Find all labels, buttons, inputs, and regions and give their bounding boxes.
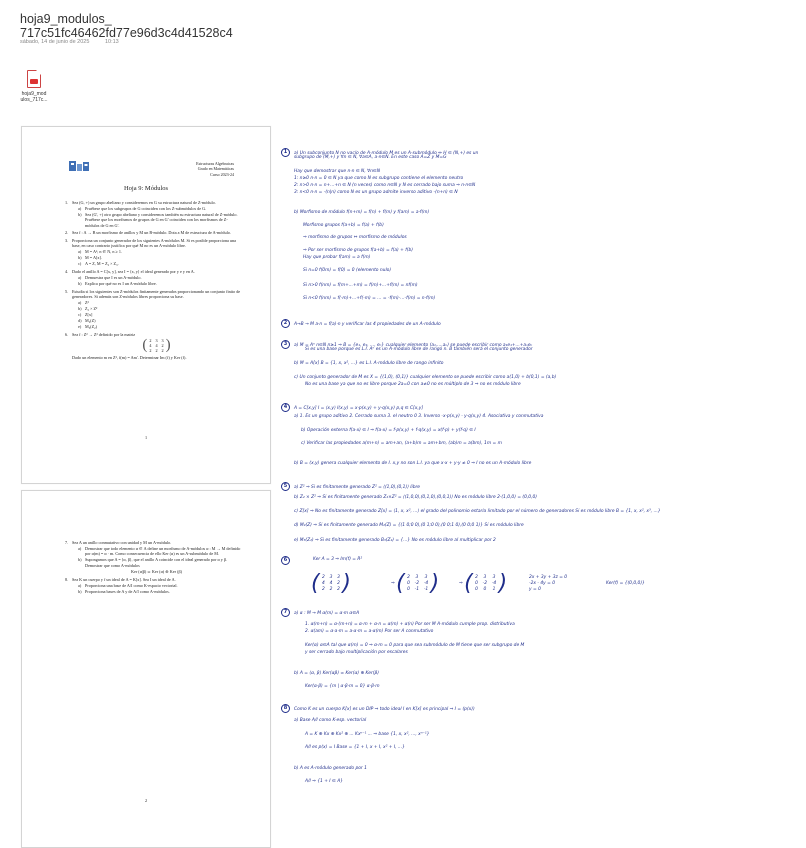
note-ex1-line: 1 a) Un subconjunto N no vacío de A-módulo M es un A-submódulo ⇔ H ∈ (N,+) es un bbox=[281, 148, 478, 158]
problem-5b: b) Z₂ × Z² bbox=[78, 306, 98, 311]
note-time: 10:13 bbox=[104, 39, 119, 45]
problem-1a: a) Pruébese que los subgrupos de G coinciden con los Z-submódulos de G. bbox=[78, 206, 207, 212]
note-ex4-line: 4 A = C[x,y] I = ⟨x,y⟩ I(x,y) = x·p(x,y) + y·q(x,y) p,q ∈ C[x,y] bbox=[281, 403, 423, 413]
note-ex7-line: b) A = ⟨α, β⟩ Ker(αβ) ≃ Ker(α) ⊕ Ker(β) bbox=[294, 671, 379, 676]
note-ex5-line: e) M₃(Z₂) ⇒ Si es finitamente generado B₃(Z₂) = {...} No es módulo libre al multiplicar por 2 bbox=[294, 538, 496, 543]
note-ex6-matrix-2: ⇒ ( 2 3 3 0 -2 -4 0 -1 -1 ) bbox=[391, 571, 440, 596]
problem-5a: a) Z² bbox=[78, 300, 89, 305]
problem-3c: c) A = Z, M = Z₂ × Z₃. bbox=[78, 261, 119, 267]
problem-7a: a) Demostrar que todo elemento α ∈ A define un morfismo de A-módulos α : M → M definido por α(m) = α · m. Como consecuencia de ello Ker (α) es un A-submódulo de M. bbox=[78, 546, 241, 557]
note-ex1-line: Hay que probar f(am) = a f(m) bbox=[303, 255, 371, 260]
note-ex8-line: 8 Como K es un cuerpo K[x] es un DIP ⇒ todo ideal I en K[x] es principal ⇒ I = (p(x)) bbox=[281, 704, 475, 714]
note-ex7-line: Ker(α·β) = {m | α·β·m = 0} α·β·m bbox=[305, 684, 380, 689]
note-ex1-line: 2: n>0 n·n = n+...+n ∈ N (n veces) como n∈N y N es cerrado bajo suma ⇒ n·n∈N bbox=[294, 183, 476, 188]
note-ex1-line: Si n=0 f(0m) = f(0) = 0 (elemento nulo) bbox=[303, 268, 392, 273]
note-ex1-line: Morfismo grupos f(a+b) = f(a) + f(b) bbox=[303, 223, 384, 228]
problem-list bbox=[65, 200, 241, 362]
exercise-number: 5 bbox=[281, 482, 290, 491]
pdf-page-2[interactable] bbox=[21, 490, 271, 848]
handwritten-notes[interactable] bbox=[281, 148, 803, 838]
document-title: Hoja 9: Módulos bbox=[123, 185, 169, 192]
note-ex6-matrix-3: ⇒ ( 2 3 3 0 -2 -4 0 0 1 ) bbox=[459, 571, 508, 596]
note-ex7-line: 2. α(am) = α·a·m = a·α·m = a·α(m) Por ser A conmutativo bbox=[305, 629, 434, 634]
note-ex4-line: c) Verificar las propiedades a(m+n) = am+an, (a+b)m = am+bm, (ab)m = a(bm), 1m = m bbox=[301, 441, 502, 446]
note-ex1-line: 3: n<0 n·n = -(n|n) como N es un grupo admite inverso aditivo -(n+n) ∈ N bbox=[294, 190, 458, 195]
problem-3a: a) M = Aⁿ, n ∈ N, n ≥ 1. bbox=[78, 249, 122, 255]
note-ex1-line: ⇒ morfismo de grupos ⇔ morfismo de módulos bbox=[303, 235, 407, 240]
note-ex3-line: b) M = A[x] B = {1, x, x², ...} es L.I. A-módulo libre de rango infinito bbox=[294, 361, 444, 366]
attachment-name: hoja9_mod ulos_717c... bbox=[20, 91, 48, 103]
problem-4a: a) Demuestra que I es un A-módulo. bbox=[78, 275, 142, 280]
note-ex3-line: No es una base ya que no es libre porque 2a=0 con a≠0 no es múltiplo de 3 ⇒ no es módulo libre bbox=[305, 382, 521, 387]
note-ex7-line: 7 a) α : M → M α(m) = α·m α∈A bbox=[281, 608, 359, 618]
exercise-number: 6 bbox=[281, 556, 290, 565]
problem-4b: b) Explica por qué no es I un A-módulo libre. bbox=[78, 281, 157, 286]
note-ex1-line: Hay que demostrar que n·n ∈ N, ∀n∈N bbox=[294, 169, 381, 174]
note-ex7-line: Ker(α) α∈A tal que α(m) = 0 ⇒ α·m = 0 para que sea submódulo de M tiene que ser subgrupo de M bbox=[305, 643, 525, 648]
note-ex5-line: d) M₂(Z) ⇒ Si es finitamente generado M₂(Z) = {(1 0;0 0),(0 1;0 0),(0 0;1 0),(0 0;0 1)} Si es módulo libre bbox=[294, 523, 524, 528]
problem-1: 1. Sea (G, +) un grupo abeliano y consideremos en G su estructura natural de Z-módulo. a) Pruébese que los subgrupos de G coinciden con los Z-submódulos de G. b) Sea (G', +) otro grupo abeliano y consideremos también su estructura natural de Z-módulo. Pruébese que los morfismos de grupos de G en G' coinciden con los morfismos de Z-módulos de G en G'. bbox=[65, 200, 241, 228]
note-ex4-line: a) 1. Es un grupo aditivo 2. Cerrado suma 3. el neutro 0 3. Inverso -x·p(x,y) - y·q(x,y) 4. Asociativa y conmutativa bbox=[294, 414, 544, 419]
note-ex6-line bbox=[281, 556, 294, 566]
note-title-line-1: hoja9_modulos_ bbox=[20, 12, 112, 26]
note-ex7-line: 1. α(m+n) = α·(m+n) = α·m + α·n = α(m) + α(n) Por ser M A-módulo cumple prop. distributiva bbox=[305, 622, 515, 627]
problem-5c: c) Z[x] bbox=[78, 312, 93, 317]
pdf-attachment[interactable] bbox=[16, 70, 52, 103]
exercise-number: 7 bbox=[281, 608, 290, 617]
note-ex8-line: b) A es A-módulo generado por 1 bbox=[294, 766, 367, 771]
note-ex4-line: b) Operación externa f(a·x) ∈ I ⇒ f(a·x) = f·p(x,y) + f·q(x,y) = x(f·p) + y(f·q) ∈ I bbox=[301, 428, 476, 433]
problem-7-formula: Ker (α|β) ≃ Ker (α) ⊕ Ker (β) bbox=[130, 569, 183, 575]
problem-8b: b) Proporciona bases de A y de A/I como A-módulos. bbox=[78, 589, 170, 595]
note-ex6-line: Ker A = 3 ⇒ Im(f) = R² bbox=[313, 557, 363, 562]
exercise-number: 1 bbox=[281, 148, 290, 157]
note-ex2-line: 2 A→B → M a·n = f(a)·n y verificar las 4 propiedades de un A-módulo bbox=[281, 319, 441, 329]
note-ex8-line: A = K ⊕ Kx ⊕ Kx² ⊕ ... Kxⁿ⁻¹ ... ⇒ base {1, x, x², ..., xⁿ⁻¹} bbox=[305, 732, 430, 737]
exercise-number: 4 bbox=[281, 403, 290, 412]
note-ex3-line: c) Un conjunto generador de M es X = {(1,0), (0,1)} cualquier elemento se puede escribir como a(1,0) + b(0,1) = (a,b) bbox=[294, 375, 557, 380]
note-date: sábado, 14 de junio de 2025 bbox=[20, 39, 90, 45]
problem-3: 3. Proporciona un conjunto generador de los siguientes A-módulos M. Si es posible proporciona una base, en caso contrario justifica por qué M no es un A-módulo libre. a) M = Aⁿ, n ∈ N, n ≥ 1. b) M = A[x]. c) A = Z, M = Z₂ × Z₃. bbox=[65, 238, 241, 267]
note-ex4-line: b) B = (x,y) genera cualquier elemento de I. x,y no son L.I. ya que x·x + y·y ≠ 0 ⇒ I no es un A-módulo libre bbox=[294, 461, 532, 466]
note-ex1-line: b) Morfismo de módulo f(n+m) = f(n) + f(m) y f(am) = a·f(m) bbox=[294, 210, 430, 215]
note-ex8-line: A/I es p(x) = I Base = {1 + I, x + I, x² + I, ...} bbox=[305, 745, 405, 750]
note-ex3-line: 3 a) M = Aⁿ n∈N n≥1 ⇒ B = {e₁, e₂, ..., eₙ} cualquier elemento (a₁,...,aₙ) se puede escribir como a₁e₁+...+aₙeₙ bbox=[281, 340, 532, 350]
problem-4: 4. Dado el anillo A = C[x, y], sea I = ⟨x, y⟩ el ideal generado por y e y en A. a) Demuestra que I es un A-módulo. b) Explica por qué no es I un A-módulo libre. bbox=[65, 269, 241, 286]
problem-6: 6. Sea f : Z³ → Z³ definido por la matriz ( 2 3 3 4 4 2 2 2 2 ) Dado un elemento m en Z³, f(m) = Am'. Determinar Im (f) y Ker (f). bbox=[65, 331, 187, 360]
problem-6-matrix: ( 2 3 3 4 4 2 2 2 2 ) bbox=[142, 337, 171, 354]
problem-3b: b) M = A[x]. bbox=[78, 255, 102, 261]
note-ex6-equation: -2x - 4y = 0 bbox=[529, 581, 556, 586]
pdf-page-1[interactable] bbox=[21, 126, 271, 484]
course-header: Estructuras Algebraicas Grado en Matemáticas Curso 2023-24 bbox=[196, 161, 234, 177]
note-ex6-equation: y = 0 bbox=[529, 587, 541, 592]
note-ex1-line: ⇒ Por ser morfismo de grupos f(a+b) = f(a) + f(b) bbox=[303, 248, 413, 253]
note-ex1-line: Si n<0 f(nm) = f(-m)+...+f(-m) = ... = -f(m)-...-f(m) = n·f(m) bbox=[303, 296, 436, 301]
note-ex5-line: 5 a) Z² ⇒ Si es finitamente generado Z² = ⟨(1,0),(0,1)⟩ libre bbox=[281, 482, 420, 492]
problem-list-2 bbox=[65, 540, 241, 597]
problem-5: 5. Estudia si los siguientes son Z-módulos finitamente generados proporcionando un conjunto finito de generadores. Si además son Z-módulos libres proporciona su base. a) Z² b) Z₂ × Z² c) Z[x] d) M₂(Z) e) M₃(Z₂) bbox=[65, 288, 241, 329]
problem-7b: b) Supongamos que A = ⟨α, β⟩, que el anillo A coincide con el ideal generado por α y β. Demostrar que como A-módulos bbox=[78, 557, 228, 568]
page-number: 2 bbox=[144, 798, 148, 803]
page-number: 1 bbox=[144, 435, 148, 440]
university-logo bbox=[68, 159, 90, 173]
note-ex1-line: Si n>0 f(nm) = f(m+...+m) = f(m)+...+f(m) = nf(m) bbox=[303, 283, 418, 288]
note-ex6-equation: 2x + 3y + 3z = 0 bbox=[529, 575, 568, 580]
note-ex8-line: a) Base A/I como K-esp. vectorial bbox=[294, 718, 367, 723]
note-ex1-line: 1: n≥0 n·n = 0 ∈ N ya que como N es subgrupo contiene el elemento neutro bbox=[294, 176, 464, 181]
note-ex8-line: A/I ⇒ {1 + I ∈ A} bbox=[305, 779, 344, 784]
note-title-line-2: 717c51fc46462fd77e96d3c4d41528c4 bbox=[20, 26, 233, 40]
note-ex6-matrix-1: ( 2 3 3 4 4 2 2 2 2 ) bbox=[311, 571, 351, 596]
problem-5d: d) M₂(Z) bbox=[78, 318, 96, 323]
problem-8: 8. Sea K un cuerpo y f un ideal de A = K[x]. Sea I un ideal de A. a) Proporciona una base de A/I como K-espacio vectorial. b) Proporciona bases de A y de A/I como A-módulos. bbox=[65, 577, 241, 594]
exercise-number: 8 bbox=[281, 704, 290, 713]
note-ex5-line: c) Z[x] ⇒ No es finitamente generado Z[x] = ⟨1, x, x², ...⟩ el grado del polinomio estaría limitado por el número de generadores Si es módulo libre B = {1, x, x², x³, ...} bbox=[294, 509, 661, 514]
note-ex3-line: Si es una base porque es L.I. Aⁿ es un A-módulo libre de rango n. B también será el conjunto generador bbox=[305, 347, 533, 352]
problem-1b: b) Sea (G', +) otro grupo abeliano y consideremos también su estructura natural de Z-módulo. Pruébese que los morfismos de grupos de G en G' coinciden con los morfismos de Z-módulos de G en G'. bbox=[78, 212, 238, 228]
pdf-file-icon bbox=[27, 70, 41, 88]
exercise-number: 2 bbox=[281, 319, 290, 328]
note-title bbox=[20, 12, 233, 40]
problem-7: 7. Sea A un anillo conmutativo con unidad y M un A-módulo. a) Demostrar que todo elemento α ∈ A define un morfismo de A-módulos α : M → M definido por α(m) = α · m. Como consecuencia de ello Ker (α) es un A-submódulo de M. b) Supongamos que A = ⟨α, β⟩, que el anillo A coincide con el ideal generado por α y β. Demostrar que como A-módulos Ker (α|β) ≃ Ker (α) ⊕ Ker (β) bbox=[65, 540, 241, 575]
note-datetime bbox=[20, 39, 119, 45]
note-ex5-line: b) Z₂ × Z² ⇒ Si es finitamente generado Z₂×Z² = ⟨(1,0,0),(0,1,0),(0,0,1)⟩ No es módulo libre 2·(1,0,0) = (0,0,0) bbox=[294, 495, 537, 500]
problem-2: 2. Sea f : A → B un morfismo de anillos y M un B-módulo. Dota a M de estructura de A-módulo. bbox=[65, 230, 231, 236]
problem-8a: a) Proporciona una base de A/I como K-espacio vectorial. bbox=[78, 583, 178, 589]
note-ex6-kernel: Ker(f) = {(0,0,0)} bbox=[606, 581, 645, 586]
problem-5e: e) M₃(Z₂) bbox=[78, 324, 97, 329]
note-ex7-line: y ser cerrado bajo multiplicación por escalares bbox=[305, 650, 408, 655]
exercise-number: 3 bbox=[281, 340, 290, 349]
note-ex1-line: subgrupo de (M,+) y ∀n ∈ N, ∀a∈A, a·n∈N. En este caso A=Z y M=G bbox=[294, 155, 447, 160]
